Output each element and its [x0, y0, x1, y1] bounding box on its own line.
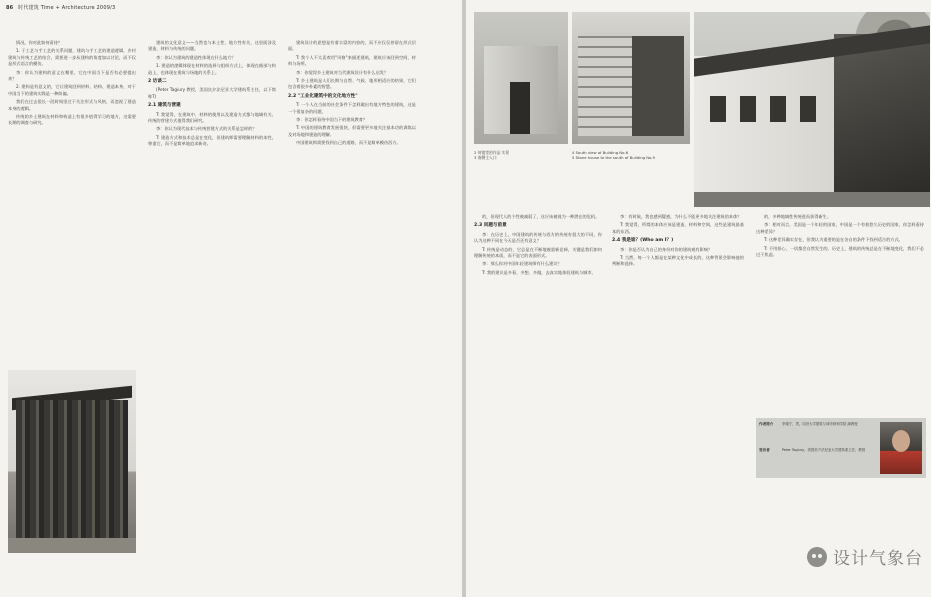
paragraph: 1. 于工艺与手工艺的关系问题，建筑与手工艺的建造逻辑，乡村建筑与传统工艺的结合，需要进一步从建构的角度加以讨论，而不仅是形式语言的模仿。	[8, 48, 136, 67]
paragraph: T: 传统是动态的，它总是在不断地被重新诠释，关键是我们如何理解传统的本质，而不是它的表面形式。	[474, 246, 602, 259]
paragraph: 李：有时候，我也感到疑惑，为什么不能更多地关注建筑的本体？	[620, 214, 742, 219]
wechat-icon	[807, 547, 827, 567]
left-column-3	[288, 40, 416, 552]
paragraph: 2 访谈二	[148, 79, 167, 85]
paragraph: T: 中国的建筑教育发展很快，但需要更多地关注基本功的训练以及对场地和建造的理解。	[288, 125, 416, 137]
left-page	[0, 0, 462, 597]
paragraph: (Peter Tagiury 教授，美国宾夕法尼亚大学建筑系主任，以下简称T)	[148, 87, 276, 99]
paragraph: T: 我觉得，所谓的本体应该是建造、材料和空间，这些是建筑最基本的东西。	[612, 222, 744, 234]
paragraph: T: 我个人不太喜欢用"风格"来描述建筑，建筑应该回到空间、材料与场所。	[288, 54, 416, 67]
interviewee-label: 受访者	[759, 448, 770, 452]
building-photo-mid	[572, 12, 690, 144]
caption-block-1	[474, 150, 568, 161]
paragraph: 李：你认为建筑的建造性体现在什么地方？	[156, 54, 236, 60]
paragraph: 中国建筑师需要找到自己的道路，而不是简单模仿西方。	[296, 140, 401, 146]
paragraph: 2.4 我是谁？(Who am I？)	[612, 238, 674, 244]
building-photo-left	[8, 370, 136, 553]
paragraph: 2.2 "工业化建筑中的文化地方性"	[288, 93, 358, 99]
paragraph: 建筑设计的思想是有着丰富的内容的，而不应仅仅停留在形式层面。	[288, 40, 416, 52]
watermark-text: 设计气象台	[833, 549, 923, 569]
author-box	[756, 418, 926, 478]
paragraph: 李：你认为建构的意义在哪里，它在中国当下是否有必要提出来？	[8, 69, 136, 82]
paragraph: 1. 建造的逻辑体现在材料的选择与组织方式上，体现在细部与构造上，也体现在建筑与场地的关系上。	[148, 63, 276, 75]
watermark	[807, 544, 923, 569]
paragraph: 我们在过去很长一段时间里过于关注形式与风格，而忽视了建造本身的逻辑。	[8, 99, 136, 111]
paragraph: 李：你是否认为自己的身份对你的建筑观有影响？	[620, 246, 713, 252]
left-column-1	[8, 40, 136, 362]
paragraph: 李：在历史上，中国建筑的传统与西方的传统有很大的不同，你认为这种不同在今天是否还有意义？	[474, 231, 602, 244]
paragraph: T: 当然，每一个人都是在某种文化中成长的，这种背景会影响他的判断和选择。	[612, 255, 744, 267]
paragraph: T: 这种差异确实存在，但我认为重要的是在各自的条件下找到适合的方式。	[764, 237, 903, 243]
paragraph: 情况，你对此如何看待？	[16, 40, 63, 45]
caption-3: 3 南侧主入口	[474, 155, 497, 161]
paragraph: T: 建造方式和技术总是在变化，但建筑师需要理解材料的本性，尊重它，而不是简单地追求新奇。	[148, 134, 276, 147]
author-portrait	[880, 422, 922, 474]
paragraph: T: 我觉得，在建筑中，材料的使用以及建造方式都与地域有关，传统的营建方式值得我们研究。	[148, 111, 276, 124]
paragraph: T: 乡土建筑是人们长期与自然、气候、地形相适应的结果，它们包含着很多朴素的智慧。	[288, 78, 416, 90]
caption-5: 5 Stone house to the south of Building No.9	[572, 155, 655, 161]
paragraph: 建筑的文化意义——当然也与本土性、地方性有关，这里面涉及建造、材料与传统的问题。	[148, 40, 276, 52]
right-page	[466, 0, 931, 597]
caption-4: 4 South view of Building No.6	[572, 150, 629, 155]
left-column-2	[148, 40, 276, 552]
paragraph: 2. 建构是有意义的，它让建筑回到材料、结构、建造本身，对于中国当下的建筑实践是一种纠偏。	[8, 84, 136, 96]
writer-label: 作者简介	[759, 422, 774, 426]
paragraph: 2.1 建筑与营建	[148, 103, 181, 109]
caption-2: 2 何镜堂的作品 实景	[474, 150, 510, 155]
paragraph: 李：你觉得乡土建筑对当代建筑设计有什么启发？	[296, 69, 389, 75]
paragraph: 2.3 问题与前景	[474, 223, 507, 229]
right-column-1	[474, 214, 602, 590]
paragraph: 的，但现代人的个性被减弱了，这应该被视为一种潜在的危机。	[482, 214, 600, 219]
building-photo-small	[474, 12, 568, 144]
writer-text: 李翔宁，男，同济大学建筑与城市规划学院 副教授	[782, 422, 858, 426]
paragraph: 传统的乡土建筑在材料和构造上有很多值得学习的地方，这需要长期的调查与研究。	[8, 114, 136, 126]
paragraph: T: 不用担心，一切都会自然发生的。历史上，建筑的传统总是在不断地变化，我们不必过于焦虑。	[756, 245, 924, 258]
right-column-3	[756, 214, 924, 414]
paragraph: T: 一个人在当前的社会条件下怎样做出有地方特色的建筑，这是一个很复杂的问题。	[288, 102, 416, 114]
running-head	[6, 4, 115, 11]
interviewee-text: Peter Tagiury，美国宾夕法尼亚大学建筑系主任、教授	[782, 448, 866, 452]
building-photo-main	[694, 12, 930, 207]
paragraph: 的，多种地域性传统进而获得新生。	[764, 214, 832, 219]
right-column-2	[612, 214, 744, 590]
paragraph: 李：相对而言，美国是一个年轻的国家，中国是一个有着悠久历史的国家，你怎样看待这种差异？	[756, 222, 924, 234]
paragraph: 李：那么你对中国年轻建筑师有什么建议？	[482, 261, 562, 267]
journal-title: 时代建筑 Time + Architecture 2009/3	[18, 5, 116, 11]
paragraph: 李：你怎样看待中国当下的建筑教育？	[296, 117, 368, 123]
caption-block-2	[572, 150, 690, 161]
page-number: 86	[6, 5, 14, 11]
paragraph: T: 我的建议是多看、多想、多做，去真实地体验建筑与城市。	[482, 269, 596, 275]
paragraph: 李：你认为现代技术与传统营建方式的关系是怎样的？	[156, 126, 257, 132]
